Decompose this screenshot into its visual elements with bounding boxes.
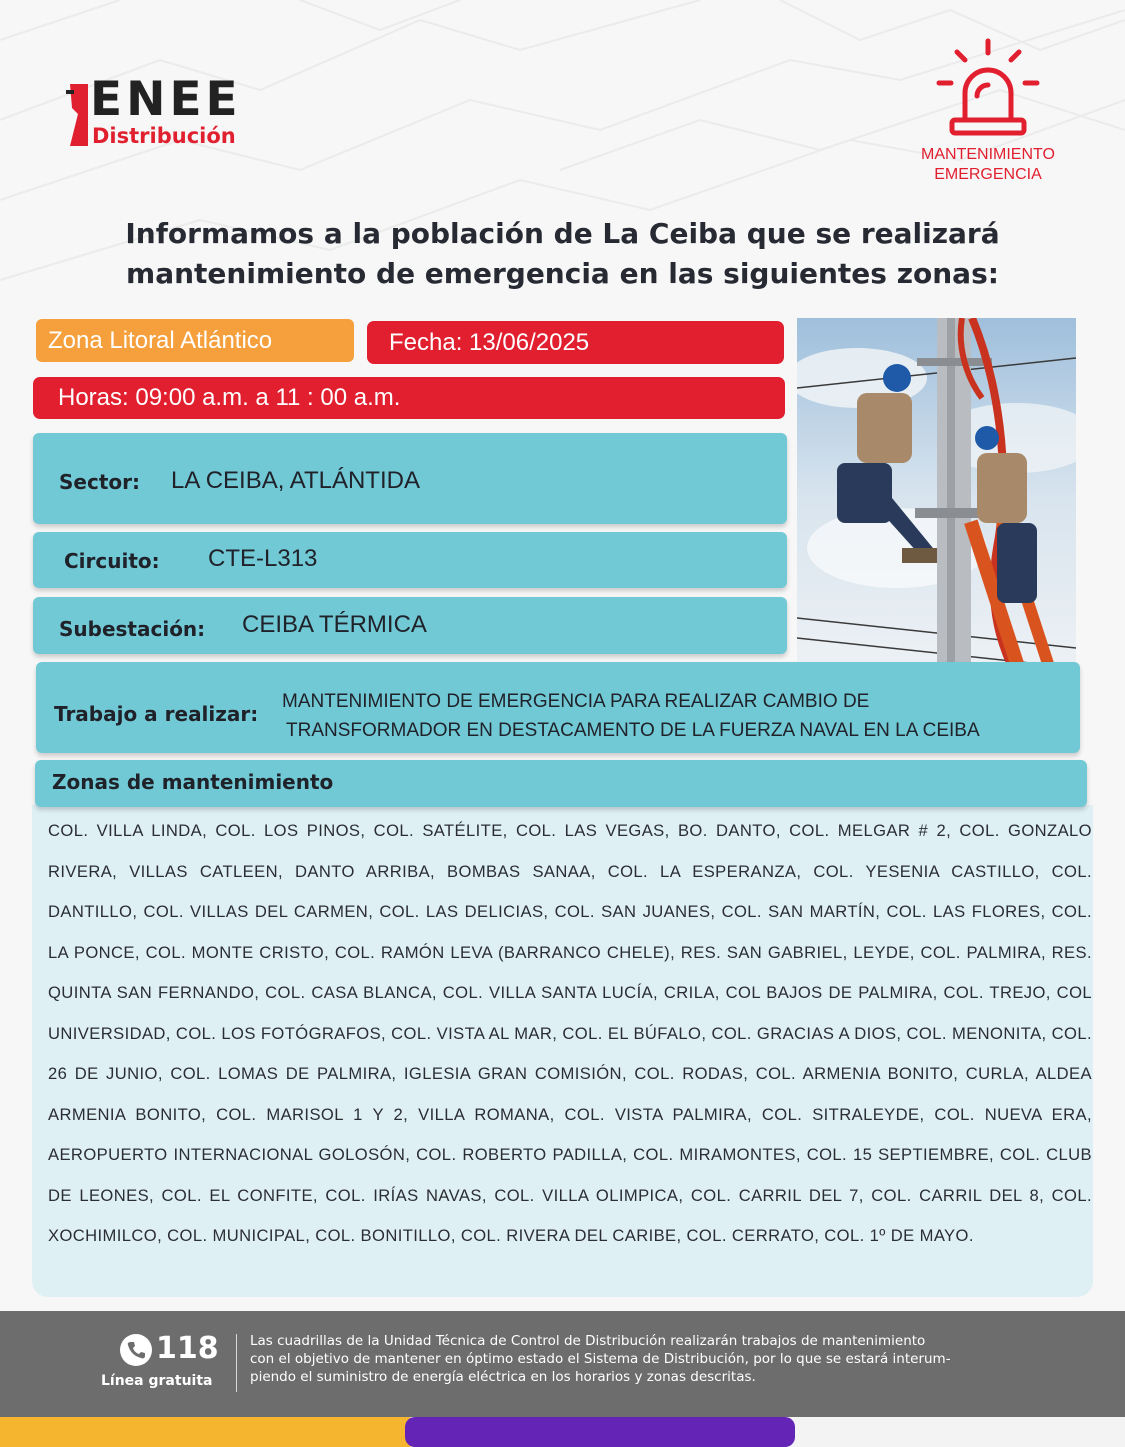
headline-line1: Informamos a la población de La Ceiba que se realizará	[125, 217, 1000, 250]
footer-divider	[236, 1334, 237, 1392]
headline	[40, 214, 1085, 294]
zone-badge: Zona Litoral Atlántico	[36, 319, 354, 362]
work-description-line1: MANTENIMIENTO DE EMERGENCIA PARA REALIZAR CAMBIO DE	[282, 691, 870, 712]
hotline-label: Línea gratuita	[101, 1373, 213, 1389]
bottom-bar-orange	[0, 1417, 418, 1447]
work-box	[36, 662, 1080, 753]
footer	[0, 1311, 1125, 1417]
phone-icon	[120, 1334, 152, 1366]
emergency-label	[898, 145, 1078, 185]
footer-notice-line2: con el objetivo de mantener en óptimo estado el Sistema de Distribución, por lo que se estará interum-	[250, 1351, 951, 1367]
sector-box	[33, 433, 787, 524]
circuit-box	[33, 532, 787, 588]
headline-line2: mantenimiento de emergencia en las siguientes zonas:	[126, 257, 999, 290]
emergency-label-line1: MANTENIMIENTO	[921, 146, 1055, 163]
hours-badge: Horas: 09:00 a.m. a 11 : 00 a.m.	[33, 377, 785, 419]
logo-brand: ENEE	[90, 72, 242, 127]
substation-value: CEIBA TÉRMICA	[242, 611, 427, 638]
work-description-line2: TRANSFORMADOR EN DESTACAMENTO DE LA FUERZA NAVAL EN LA CEIBA	[286, 720, 980, 741]
substation-label: Subestación:	[59, 617, 206, 641]
sector-value: LA CEIBA, ATLÁNTIDA	[171, 467, 420, 494]
circuit-label: Circuito:	[64, 549, 160, 573]
substation-box	[33, 597, 787, 654]
footer-notice-line3: piendo el suministro de energía eléctrica en los horarios y zonas descritas.	[250, 1369, 756, 1385]
bottom-bar-purple	[405, 1417, 795, 1447]
footer-notice	[250, 1332, 1050, 1386]
work-label: Trabajo a realizar:	[54, 702, 259, 726]
hotline-number: 118	[156, 1331, 219, 1366]
circuit-value: CTE-L313	[208, 545, 318, 572]
enee-logo-mark-icon	[66, 84, 88, 146]
zones-title: Zonas de mantenimiento	[52, 770, 334, 794]
zones-list: COL. VILLA LINDA, COL. LOS PINOS, COL. SATÉLITE, COL. LAS VEGAS, BO. DANTO, COL. MELGAR # 2, COL. GONZALO RIVERA, VILLAS CATLEEN, DANTO ARRIBA, BOMBAS SANAA, COL. LA ESPERANZA, COL. YESENIA CASTILLO, COL. DANTILLO, COL. VILLAS DEL CARMEN, COL. LAS DELICIAS, COL. SAN JUANES, COL. SAN MARTÍN, COL. LAS FLORES, COL. LA PONCE, COL. MONTE CRISTO, COL. RAMÓN LEVA (BARRANCO CHELE), RES. SAN GABRIEL, LEYDE, COL. PALMIRA, RES. QUINTA SAN FERNANDO, COL. CASA BLANCA, COL. VILLA SANTA LUCÍA, CRILA, COL BAJOS DE PALMIRA, COL. TREJO, COL UNIVERSIDAD, COL. LOS FOTÓGRAFOS, COL. VISTA AL MAR, COL. EL BÚFALO, COL. GRACIAS A DIOS, COL. MENONITA, COL. 26 DE JUNIO, COL. LOMAS DE PALMIRA, IGLESIA GRAN COMISIÓN, COL. RODAS, COL. ARMENIA BONITO, CURLA, ALDEA ARMENIA BONITO, COL. MARISOL 1 Y 2, VILLA ROMANA, COL. VISTA PALMIRA, COL. SITRALEYDE, COL. NUEVA ERA, AEROPUERTO INTERNACIONAL GOLOSÓN, COL. ROBERTO PADILLA, COL. MIRAMONTES, COL. 15 SEPTIEMBRE, COL. CLUB DE LEONES, COL. EL CONFITE, COL. IRÍAS NAVAS, COL. VILLA OLIMPICA, COL. CARRIL DEL 7, COL. CARRIL DEL 8, COL. XOCHIMILCO, COL. MUNICIPAL, COL. BONITILLO, COL. RIVERA DEL CARIBE, COL. CERRATO, COL. 1º DE MAYO.	[48, 821, 1092, 1245]
lineworkers-photo	[797, 318, 1076, 678]
work-description	[282, 687, 1082, 745]
logo-subtitle: Distribución	[92, 124, 236, 148]
zones-title-box	[35, 760, 1087, 807]
footer-notice-line1: Las cuadrillas de la Unidad Técnica de Control de Distribución realizarán trabajos de mantenimiento	[250, 1333, 926, 1349]
emergency-label-line2: EMERGENCIA	[934, 166, 1042, 183]
emergency-siren-icon	[935, 38, 1041, 138]
enee-logo	[66, 72, 296, 155]
date-badge: Fecha: 13/06/2025	[367, 321, 784, 364]
sector-label: Sector:	[59, 470, 140, 494]
